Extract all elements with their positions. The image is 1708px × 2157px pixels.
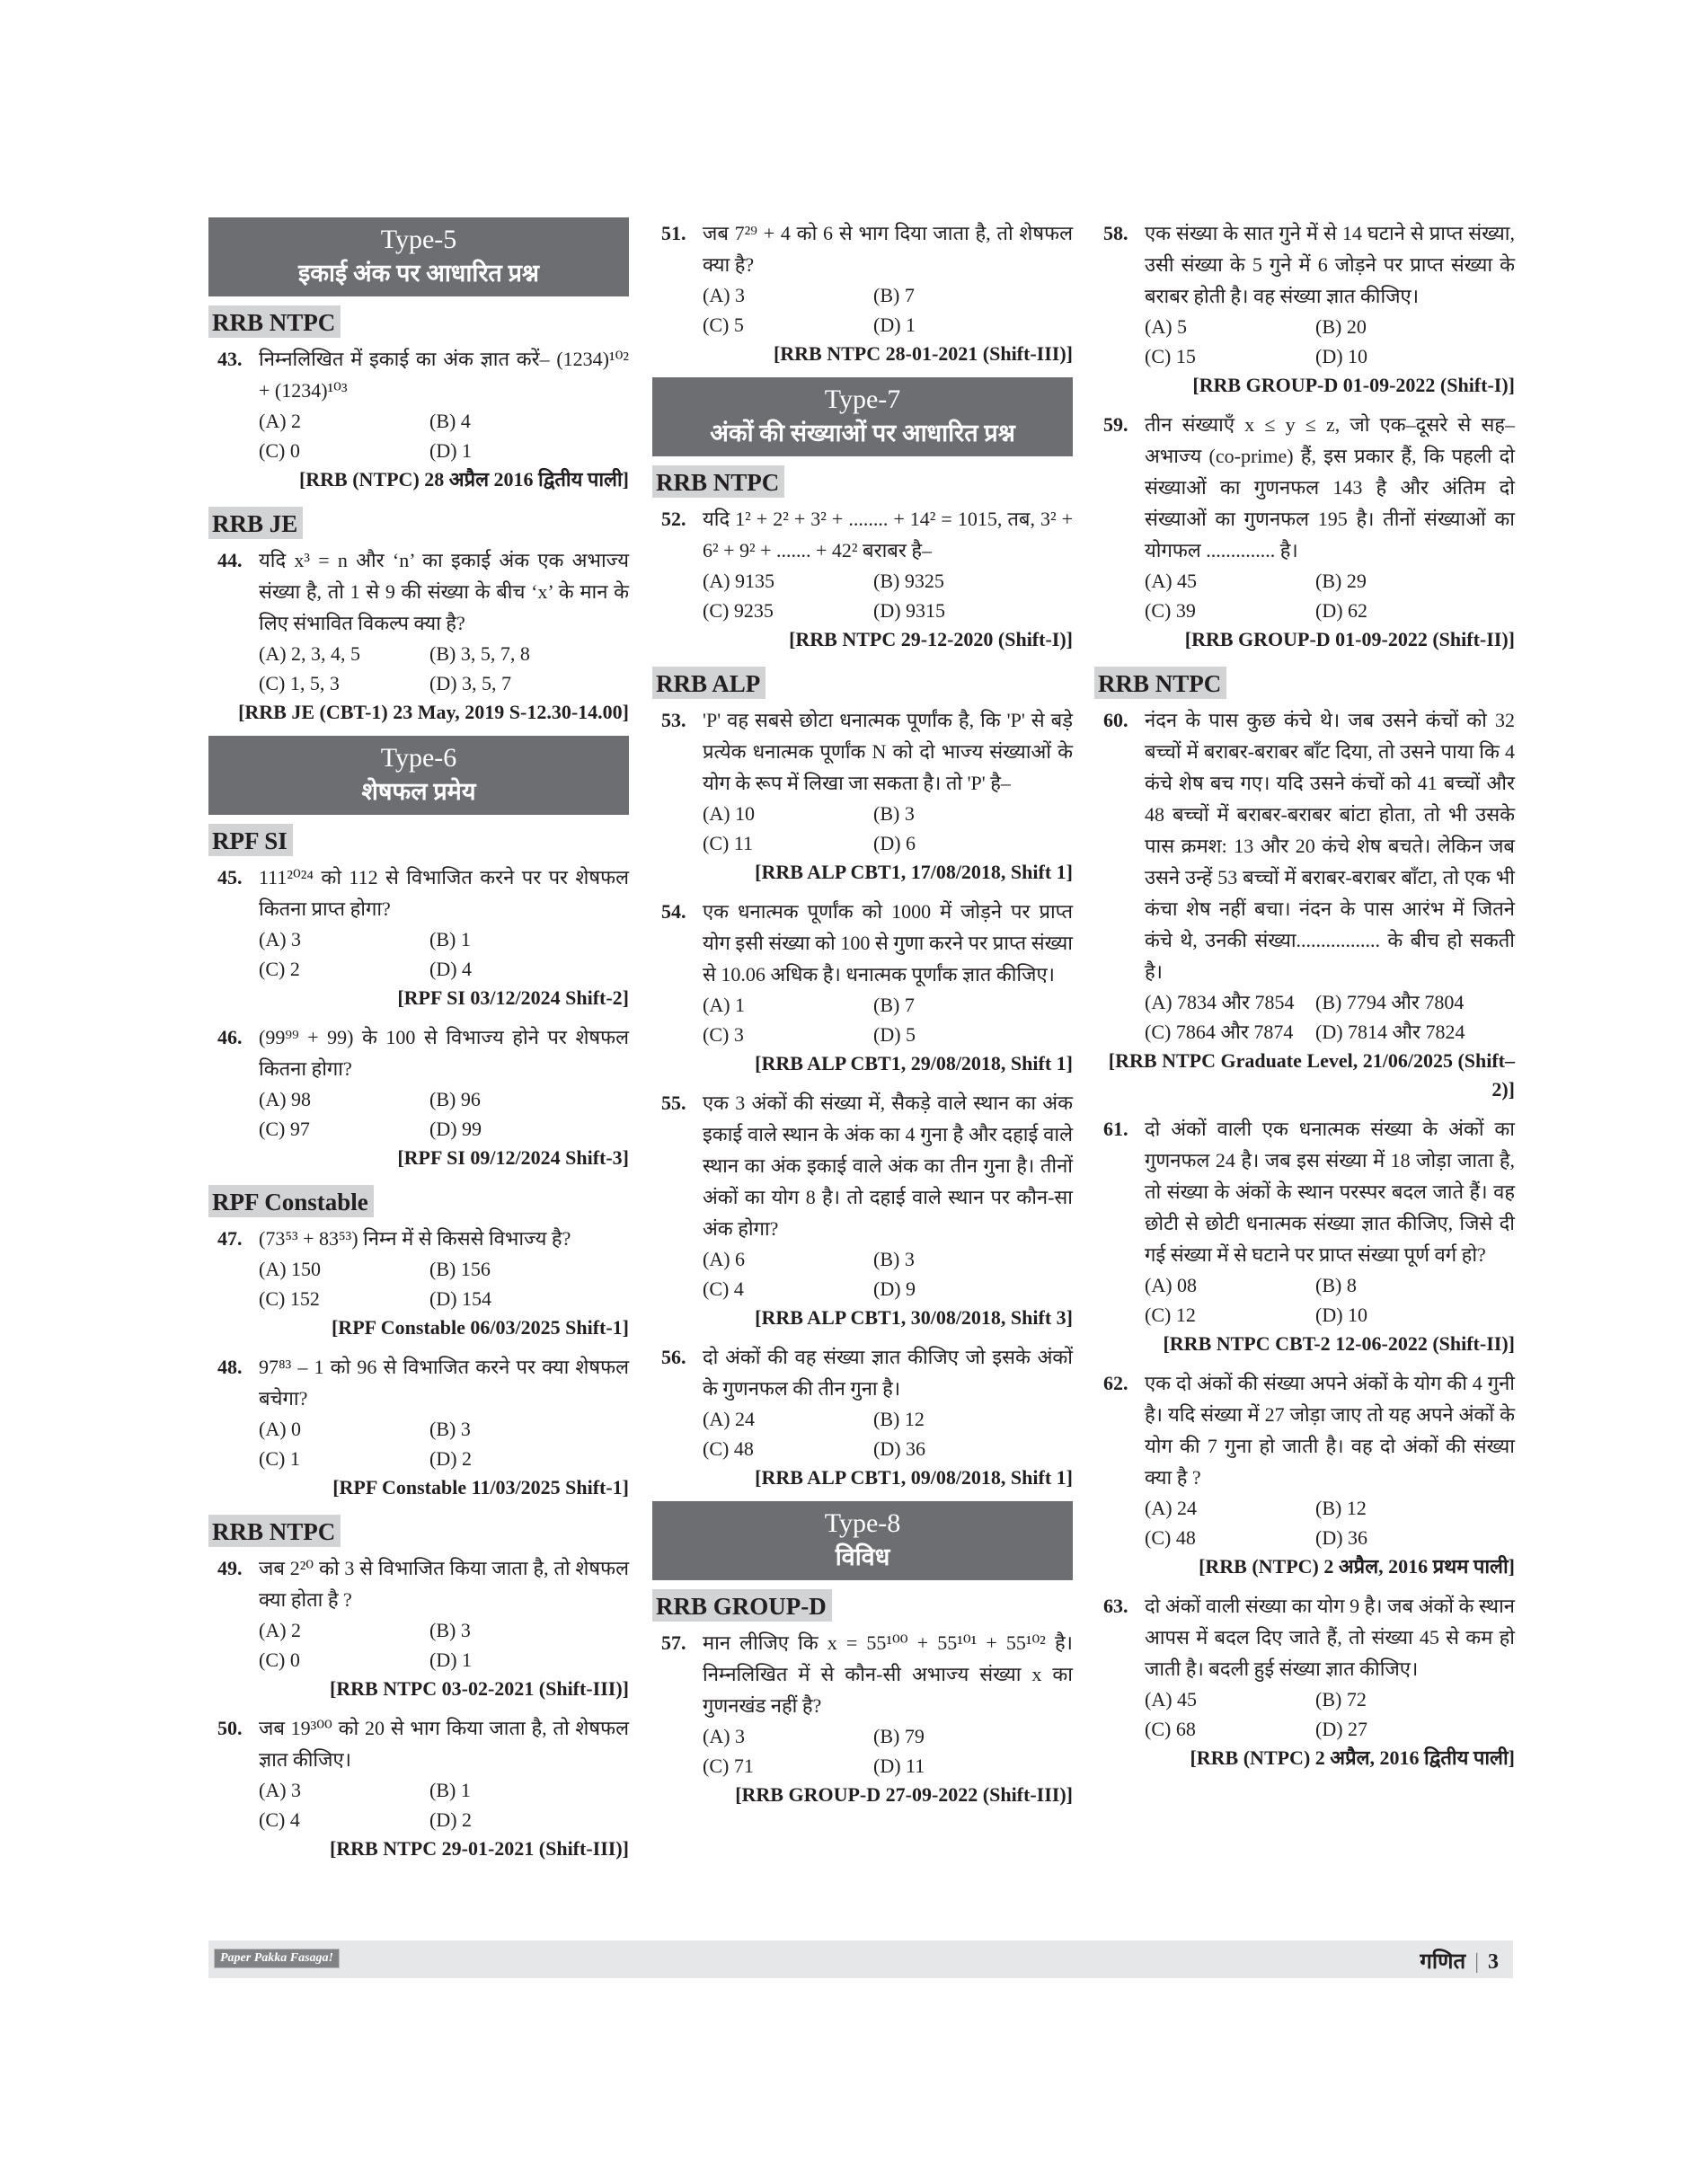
answer-option: (C) 0	[259, 439, 300, 462]
answer-option: (A) 24	[703, 1408, 756, 1430]
question-source: [RPF SI 09/12/2024 Shift-3]	[397, 1146, 629, 1169]
exam-category-label: RRB NTPC	[208, 1515, 341, 1547]
question-item	[208, 1712, 629, 1863]
question-text: एक संख्या के सात गुने में से 14 घटाने से प्राप्त संख्या, उसी संख्या के 5 गुने में 6 जोड़ने पर प्राप्त संख्या के बराबर होती है। वह संख्या ज्ञात कीजिए।	[1145, 222, 1515, 307]
question-row	[652, 503, 1073, 566]
question-number: 55.	[661, 1092, 686, 1114]
question-source: [RRB JE (CBT-1) 23 May, 2019 S-12.30-14.00]	[238, 701, 629, 723]
answer-option: (B) 29	[1315, 570, 1367, 592]
answer-option: (A) 9135	[703, 570, 775, 592]
answer-option: (B) 1	[429, 1779, 471, 1801]
answer-option: (D) 154	[429, 1287, 492, 1310]
question-item	[1094, 704, 1515, 1104]
question-item	[1094, 1590, 1515, 1772]
question-source: [RRB NTPC Graduate Level, 21/06/2025 (Shift–2)]	[1108, 1049, 1515, 1101]
answer-option: (B) 20	[1315, 315, 1367, 338]
answer-option: (C) 1, 5, 3	[259, 672, 340, 694]
question-source: [RPF Constable 11/03/2025 Shift-1]	[332, 1476, 629, 1498]
answer-options	[703, 990, 1073, 1049]
question-number: 62.	[1103, 1372, 1128, 1394]
answer-option: (C) 48	[1145, 1526, 1196, 1549]
answer-option: (D) 1	[873, 314, 916, 336]
question-number: 45.	[217, 866, 243, 888]
question-item	[652, 1087, 1073, 1332]
answer-options	[703, 1404, 1073, 1463]
exam-label-row	[208, 1511, 629, 1552]
answer-option: (B) 72	[1315, 1688, 1367, 1711]
answer-option: (C) 71	[703, 1755, 754, 1777]
question-text: (99⁹⁹ + 99) के 100 से विभाज्य होने पर शेषफल कितना होगा?	[259, 1026, 629, 1080]
question-text: निम्नलिखित में इकाई का अंक ज्ञात करें– (1234)¹⁰² + (1234)¹⁰³	[259, 348, 629, 402]
publisher-logo: Paper Pakka Fasaga!	[214, 1949, 340, 1968]
answer-option: (A) 6	[703, 1248, 746, 1270]
question-number: 43.	[217, 348, 243, 370]
question-number: 53.	[661, 709, 686, 731]
answer-option: (C) 4	[703, 1277, 744, 1300]
subject-label: गणित	[1420, 1950, 1466, 1974]
answer-options	[259, 1254, 629, 1313]
answer-option: (D) 36	[1315, 1526, 1368, 1549]
question-text: जब 7²⁹ + 4 को 6 से भाग दिया जाता है, तो शेषफल क्या है?	[703, 222, 1073, 276]
exam-label-row	[208, 820, 629, 862]
section-type-title: Type-7	[824, 385, 901, 414]
question-source: [RRB (NTPC) 2 अप्रैल, 2016 द्वितीय पाली]	[1190, 1746, 1515, 1769]
exam-category-label: RRB GROUP-D	[652, 1589, 832, 1622]
column-2	[652, 217, 1073, 1818]
answer-option: (D) 10	[1315, 345, 1368, 367]
question-item	[208, 1223, 629, 1342]
answer-options	[259, 924, 629, 984]
question-text: (73⁵³ + 83⁵³) निम्न में से किससे विभाज्य है?	[259, 1227, 571, 1250]
exam-label-row	[652, 1586, 1073, 1627]
answer-options	[259, 639, 629, 698]
question-source: [RPF SI 03/12/2024 Shift-2]	[397, 986, 629, 1009]
question-source: [RRB NTPC 29-01-2021 (Shift-III)]	[329, 1837, 629, 1860]
answer-option: (A) 0	[259, 1418, 302, 1440]
exam-label-row	[208, 302, 629, 343]
question-text: एक 3 अंकों की संख्या में, सैकड़े वाले स्थान का अंक इकाई वाले स्थान के अंक का 4 गुना है और दहाई वाले स्थान का अंक इकाई वाले अंक का तीन गुना है। तीनों अंकों का योग 8 है। तो दहाई वाले स्थान पर कौन-सा अंक होगा?	[703, 1092, 1073, 1240]
answer-option: (A) 24	[1145, 1497, 1198, 1519]
exam-label-row	[652, 462, 1073, 503]
answer-options	[259, 406, 629, 465]
answer-option: (A) 10	[703, 802, 756, 825]
question-number: 51.	[661, 222, 686, 244]
answer-option: (D) 11	[873, 1755, 925, 1777]
exam-category-label: RRB NTPC	[1094, 667, 1226, 699]
section-type-title: Type-6	[380, 743, 457, 773]
answer-option: (B) 156	[429, 1258, 491, 1280]
answer-option: (B) 3, 5, 7, 8	[429, 642, 530, 665]
question-text: यदि x³ = n और ‘n’ का इकाई अंक एक अभाज्य संख्या है, तो 1 से 9 की संख्या के बीच ‘x’ के मान के लिए संभावित विकल्प क्या है?	[259, 549, 629, 634]
question-number: 50.	[217, 1717, 243, 1739]
answer-option: (C) 48	[703, 1437, 754, 1460]
question-source: [RRB ALP CBT1, 09/08/2018, Shift 1]	[755, 1466, 1073, 1489]
answer-option: (D) 1	[429, 1649, 473, 1671]
answer-option: (C) 3	[703, 1023, 744, 1046]
question-number: 61.	[1103, 1118, 1128, 1140]
question-row	[1094, 217, 1515, 312]
section-type-header	[652, 1501, 1073, 1580]
answer-option: (C) 0	[259, 1649, 300, 1671]
question-row	[652, 1341, 1073, 1404]
question-source: [RRB ALP CBT1, 30/08/2018, Shift 3]	[755, 1306, 1073, 1329]
question-row	[208, 1021, 629, 1084]
column-1	[208, 217, 629, 1872]
answer-option: (B) 3	[429, 1619, 471, 1641]
question-row	[652, 896, 1073, 990]
question-number: 49.	[217, 1557, 243, 1579]
question-text: 111²⁰²⁴ को 112 से विभाजित करने पर पर शेषफल कितना प्राप्त होगा?	[259, 866, 629, 920]
question-source: [RRB GROUP-D 27-09-2022 (Shift-III)]	[735, 1783, 1073, 1806]
answer-option: (A) 7834 और 7854	[1145, 991, 1295, 1013]
question-source: [RRB (NTPC) 28 अप्रैल 2016 द्वितीय पाली]	[298, 468, 629, 491]
question-text: यदि 1² + 2² + 3² + ........ + 14² = 1015, तब, 3² + 6² + 9² + ....... + 42² बराबर है–	[703, 508, 1073, 561]
answer-options	[1145, 1270, 1515, 1330]
answer-option: (D) 10	[1315, 1304, 1368, 1326]
question-source: [RRB NTPC CBT-2 12-06-2022 (Shift-II)]	[1163, 1332, 1515, 1355]
answer-option: (D) 4	[429, 958, 473, 980]
question-number: 59.	[1103, 413, 1128, 436]
question-row	[208, 343, 629, 406]
answer-option: (B) 12	[873, 1408, 925, 1430]
question-text: 97⁸³ – 1 को 96 से विभाजित करने पर क्या शेषफल बचेगा?	[259, 1356, 629, 1410]
question-number: 47.	[217, 1227, 243, 1250]
answer-options	[703, 799, 1073, 858]
exam-category-label: RRB JE	[208, 507, 303, 539]
question-source: [RRB GROUP-D 01-09-2022 (Shift-I)]	[1192, 374, 1515, 396]
answer-options	[703, 566, 1073, 625]
answer-option: (D) 5	[873, 1023, 916, 1046]
answer-option: (B) 3	[873, 1248, 915, 1270]
answer-options	[1145, 1493, 1515, 1552]
question-item	[208, 544, 629, 727]
question-row	[652, 1087, 1073, 1244]
answer-options	[1145, 312, 1515, 371]
answer-option: (A) 45	[1145, 570, 1198, 592]
question-item	[208, 343, 629, 494]
answer-option: (B) 79	[873, 1725, 925, 1747]
answer-option: (C) 12	[1145, 1304, 1196, 1326]
answer-option: (B) 7	[873, 994, 915, 1016]
question-row	[1094, 1113, 1515, 1270]
answer-option: (B) 8	[1315, 1274, 1357, 1296]
question-row	[1094, 1367, 1515, 1493]
exam-category-label: RPF Constable	[208, 1185, 374, 1217]
section-type-subtitle: शेषफल प्रमेय	[361, 778, 476, 805]
section-type-subtitle: इकाई अंक पर आधारित प्रश्न	[297, 260, 540, 287]
answer-option: (B) 7	[873, 284, 915, 306]
page-footer	[208, 1940, 1513, 1978]
exam-category-label: RPF SI	[208, 824, 293, 856]
answer-options	[703, 1244, 1073, 1304]
answer-option: (A) 2	[259, 1619, 302, 1641]
question-number: 58.	[1103, 222, 1128, 244]
answer-option: (B) 96	[429, 1088, 481, 1110]
answer-option: (A) 08	[1145, 1274, 1198, 1296]
question-text: एक धनात्मक पूर्णांक को 1000 में जोड़ने पर प्राप्त योग इसी संख्या को 100 से गुणा करने पर प्राप्त संख्या से 10.06 अधिक है। धनात्मक पूर्णांक ज्ञात कीजिए।	[703, 900, 1073, 986]
question-source: [RRB (NTPC) 2 अप्रैल, 2016 प्रथम पाली]	[1199, 1555, 1515, 1578]
question-row	[652, 704, 1073, 799]
answer-option: (D) 99	[429, 1118, 482, 1140]
question-source: [RRB NTPC 29-12-2020 (Shift-I)]	[789, 628, 1073, 650]
section-type-header	[208, 217, 629, 296]
answer-option: (C) 4	[259, 1808, 300, 1831]
answer-option: (C) 5	[703, 314, 744, 336]
answer-option: (C) 9235	[703, 599, 774, 622]
question-text: मान लीजिए कि x = 55¹⁰⁰ + 55¹⁰¹ + 55¹⁰² है। निम्नलिखित में से कौन-सी अभाज्य संख्या x का गुणनखंड नहीं है?	[703, 1631, 1073, 1717]
answer-option: (B) 9325	[873, 570, 944, 592]
answer-option: (B) 4	[429, 410, 471, 432]
question-row	[208, 1351, 629, 1414]
question-item	[208, 1552, 629, 1703]
answer-option: (A) 3	[703, 1725, 746, 1747]
exam-category-label: RRB NTPC	[652, 465, 784, 498]
answer-option: (B) 7794 और 7804	[1315, 991, 1465, 1013]
question-row	[208, 1223, 629, 1254]
exam-category-label: RRB NTPC	[208, 305, 341, 338]
answer-option: (C) 68	[1145, 1718, 1196, 1740]
answer-option: (C) 1	[259, 1447, 300, 1470]
answer-option: (C) 11	[703, 832, 754, 854]
section-type-subtitle: अंकों की संख्याओं पर आधारित प्रश्न	[710, 420, 1015, 446]
answer-option: (B) 12	[1315, 1497, 1367, 1519]
section-type-header	[208, 736, 629, 815]
answer-options	[259, 1084, 629, 1144]
answer-options	[1145, 1684, 1515, 1744]
question-item	[1094, 1367, 1515, 1581]
question-number: 46.	[217, 1026, 243, 1048]
question-item	[1094, 217, 1515, 400]
question-row	[208, 862, 629, 924]
question-source: [RRB ALP CBT1, 17/08/2018, Shift 1]	[755, 861, 1073, 883]
question-text: जब 19³⁰⁰ को 20 से भाग किया जाता है, तो शेषफल ज्ञात कीजिए।	[259, 1717, 629, 1771]
answer-option: (A) 5	[1145, 315, 1188, 338]
answer-option: (D) 6	[873, 832, 916, 854]
question-number: 48.	[217, 1356, 243, 1378]
exam-label-row	[1094, 663, 1515, 704]
page-number: 3	[1488, 1950, 1499, 1974]
question-item	[1094, 1113, 1515, 1358]
answer-option: (A) 98	[259, 1088, 312, 1110]
answer-option: (C) 39	[1145, 599, 1196, 622]
answer-option: (D) 2	[429, 1447, 473, 1470]
section-type-title: Type-8	[824, 1508, 901, 1538]
answer-option: (D) 2	[429, 1808, 473, 1831]
answer-option: (A) 150	[259, 1258, 322, 1280]
question-source: [RRB ALP CBT1, 29/08/2018, Shift 1]	[755, 1052, 1073, 1074]
question-item	[208, 862, 629, 1012]
question-text: तीन संख्याएँ x ≤ y ≤ z, जो एक–दूसरे से सह–अभाज्य (co-prime) हैं, इस प्रकार हैं, कि पहली दो संख्याओं का गुणनफल 143 है और अंतिम दो संख्याओं का गुणनफल 195 है। तीनों संख्याओं का योगफल .............. है।	[1145, 413, 1515, 561]
answer-option: (A) 1	[703, 994, 746, 1016]
question-item	[652, 1627, 1073, 1809]
question-text: दो अंकों की वह संख्या ज्ञात कीजिए जो इसके अंकों के गुणनफल की तीन गुना है।	[703, 1346, 1073, 1400]
question-number: 52.	[661, 508, 686, 530]
question-row	[652, 217, 1073, 280]
answer-option: (D) 3, 5, 7	[429, 672, 512, 694]
question-row	[1094, 704, 1515, 987]
question-item	[652, 217, 1073, 368]
answer-option: (C) 15	[1145, 345, 1196, 367]
question-item	[208, 1021, 629, 1172]
answer-option: (D) 36	[873, 1437, 926, 1460]
answer-option: (D) 9	[873, 1277, 916, 1300]
answer-option: (B) 3	[873, 802, 915, 825]
answer-option: (D) 9315	[873, 599, 946, 622]
answer-option: (D) 62	[1315, 599, 1368, 622]
question-number: 56.	[661, 1346, 686, 1368]
question-number: 44.	[217, 549, 243, 571]
question-text: जब 2²⁰ को 3 से विभाजित किया जाता है, तो शेषफल क्या होता है ?	[259, 1557, 629, 1611]
question-source: [RPF Constable 06/03/2025 Shift-1]	[331, 1316, 629, 1339]
question-item	[652, 896, 1073, 1078]
answer-option: (C) 2	[259, 958, 300, 980]
answer-option: (A) 3	[703, 284, 746, 306]
answer-option: (A) 45	[1145, 1688, 1198, 1711]
answer-option: (C) 97	[259, 1118, 310, 1140]
exam-label-row	[208, 1181, 629, 1223]
question-row	[1094, 1590, 1515, 1684]
question-source: [RRB NTPC 03-02-2021 (Shift-III)]	[329, 1677, 629, 1700]
question-number: 57.	[661, 1631, 686, 1654]
divider: |	[1474, 1950, 1479, 1974]
question-number: 63.	[1103, 1595, 1128, 1617]
answer-option: (B) 3	[429, 1418, 471, 1440]
answer-option: (B) 1	[429, 928, 471, 950]
question-item	[652, 704, 1073, 887]
answer-option: (C) 7864 और 7874	[1145, 1021, 1294, 1043]
answer-options	[259, 1775, 629, 1834]
question-text: दो अंकों वाली संख्या का योग 9 है। जब अंकों के स्थान आपस में बदल दिए जाते हैं, तो संख्या 45 से कम हो जाती है। बदली हुई संख्या ज्ञात कीजिए।	[1145, 1595, 1515, 1680]
answer-options	[259, 1615, 629, 1675]
answer-option: (A) 3	[259, 1779, 302, 1801]
question-item	[652, 1341, 1073, 1492]
question-item	[208, 1351, 629, 1502]
exam-category-label: RRB ALP	[652, 667, 766, 699]
answer-options	[703, 1721, 1073, 1781]
question-source: [RRB NTPC 28-01-2021 (Shift-III)]	[773, 342, 1073, 365]
question-text: दो अंकों वाली एक धनात्मक संख्या के अंकों का गुणनफल 24 है। जब इस संख्या में 18 जोड़ा जाता है, तो संख्या के अंकों के स्थान परस्पर बदल जाते हैं। वह छोटी से छोटी धनात्मक संख्या ज्ञात कीजिए, जिसे दी गई संख्या में से घटाने पर प्राप्त संख्या पूर्ण वर्ग हो?	[1145, 1118, 1515, 1266]
column-3	[1094, 217, 1515, 1781]
question-item	[652, 503, 1073, 654]
question-row	[208, 544, 629, 639]
answer-options	[1145, 566, 1515, 625]
question-row	[652, 1627, 1073, 1721]
section-type-title: Type-5	[380, 225, 457, 254]
answer-option: (A) 3	[259, 928, 302, 950]
answer-option: (D) 1	[429, 439, 473, 462]
exam-label-row	[208, 503, 629, 544]
question-row	[208, 1552, 629, 1615]
question-text: एक दो अंकों की संख्या अपने अंकों के योग की 4 गुनी है। यदि संख्या में 27 जोड़ा जाए तो यह अपने अंकों के योग की 7 गुना हो जाती है। वह दो अंकों की संख्या क्या है ?	[1145, 1372, 1515, 1489]
question-source: [RRB GROUP-D 01-09-2022 (Shift-II)]	[1184, 628, 1515, 650]
answer-option: (A) 2	[259, 410, 302, 432]
question-text: 'P' वह सबसे छोटा धनात्मक पूर्णांक है, कि 'P' से बड़े प्रत्येक धनात्मक पूर्णांक N को दो भाज्य संख्याओं के योग के रूप में लिखा जा सकता है। तो 'P' है–	[703, 709, 1073, 794]
question-number: 60.	[1103, 709, 1128, 731]
answer-option: (C) 152	[259, 1287, 320, 1310]
answer-option: (D) 27	[1315, 1718, 1368, 1740]
answer-options	[703, 280, 1073, 340]
exam-label-row	[652, 663, 1073, 704]
section-type-subtitle: विविध	[835, 1543, 890, 1570]
page-info	[1420, 1946, 1499, 1976]
question-row	[208, 1712, 629, 1775]
question-text: नंदन के पास कुछ कंचे थे। जब उसने कंचों को 32 बच्चों में बराबर-बराबर बाँट दिया, तो उसने पाया कि 4 कंचे शेष बच गए। यदि उसने कंचों को 41 बच्चों और 48 बच्चों में बराबर-बराबर बांटा होता, तो भी उसके पास क्रमश: 13 और 20 कंचे शेष बचते। लेकिन जब उसने उन्हें 53 बच्चों में बराबर-बराबर बाँटा, तो एक भी कंचा शेष नहीं बचा। नंदन के पास आरंभ में जितने कंचे थे, उनकी संख्या................. के बीच हो सकती है।	[1145, 709, 1515, 983]
answer-options	[259, 1414, 629, 1473]
question-number: 54.	[661, 900, 686, 923]
answer-option: (D) 7814 और 7824	[1315, 1021, 1465, 1043]
answer-option: (A) 2, 3, 4, 5	[259, 642, 361, 665]
section-type-header	[652, 377, 1073, 456]
question-row	[1094, 409, 1515, 566]
question-item	[1094, 409, 1515, 654]
answer-options	[1145, 987, 1515, 1047]
